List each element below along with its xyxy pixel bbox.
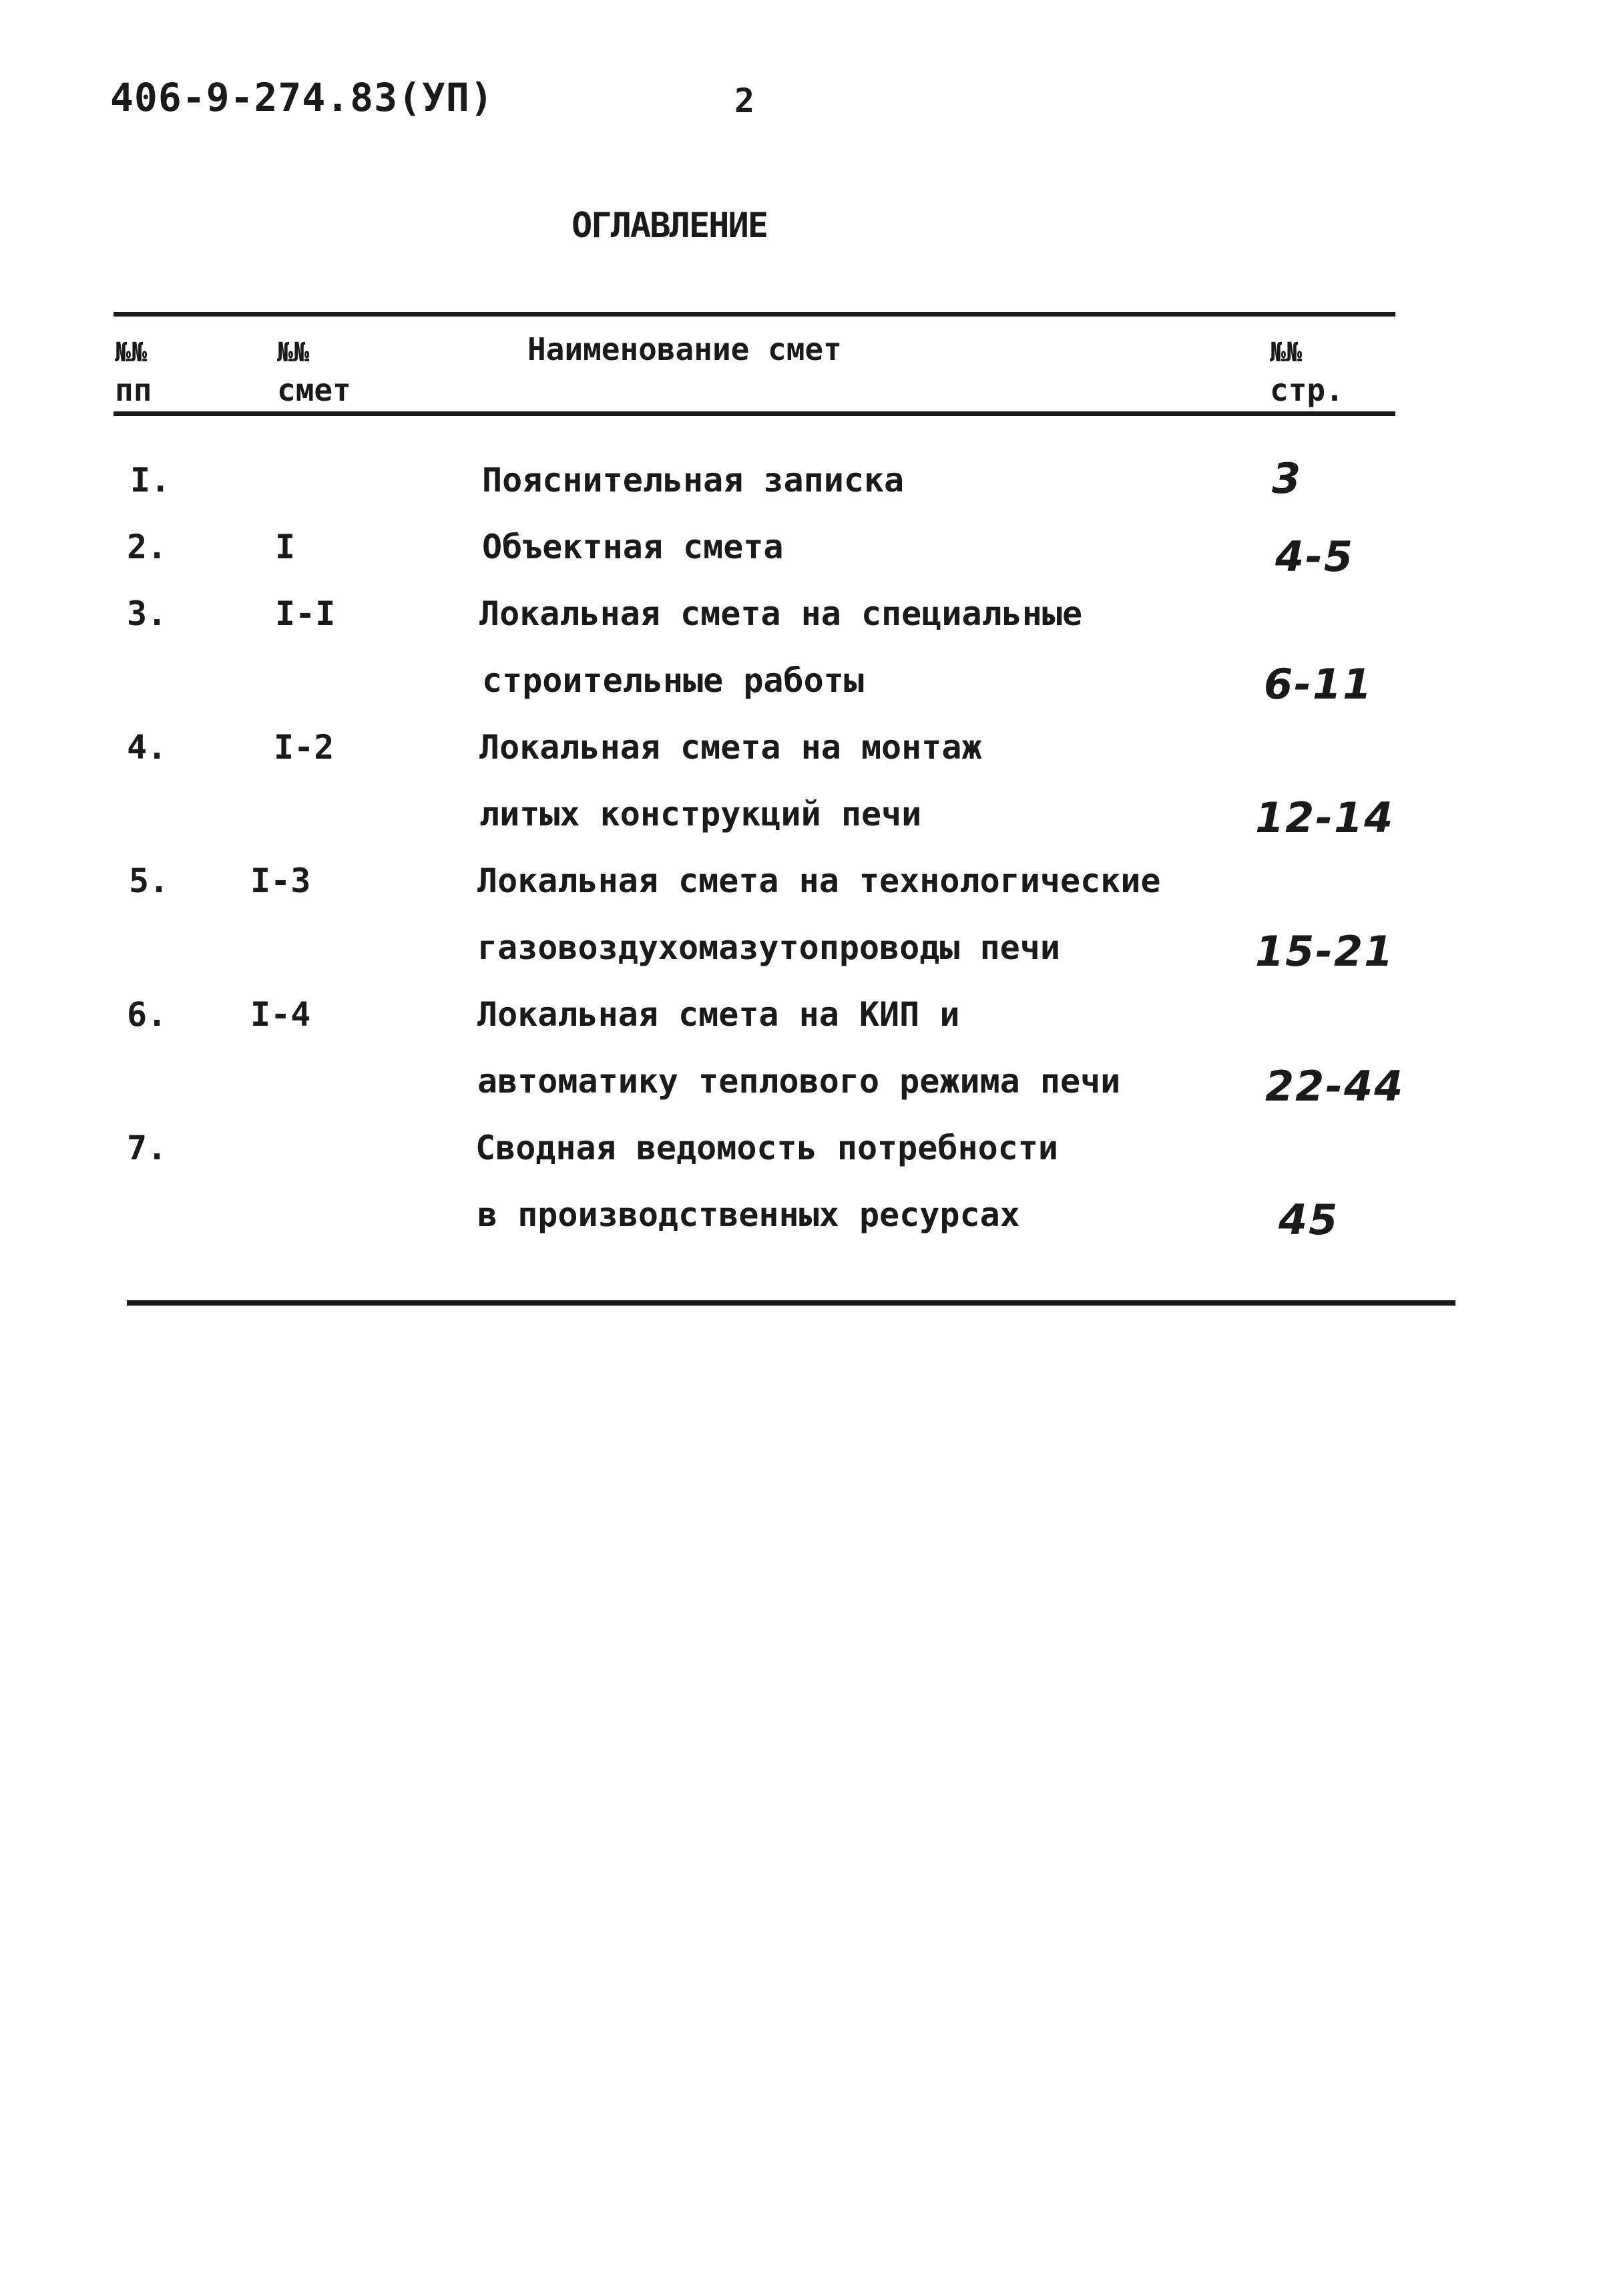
row-6-pp: 6. xyxy=(127,995,168,1034)
column-header-smet-no: №№ xyxy=(277,337,310,368)
row-1-name-line-1: Пояснительная записка xyxy=(482,461,905,500)
row-2-smet: I xyxy=(275,528,296,566)
row-3-name-line-2: строительные работы xyxy=(482,661,864,700)
row-7-name-line-1: Сводная ведомость потребности xyxy=(475,1129,1058,1167)
row-1-pages: 3 xyxy=(1272,454,1303,503)
row-4-smet: I-2 xyxy=(274,728,334,767)
row-5-smet: I-3 xyxy=(250,862,311,900)
column-header-pp-no: №№ xyxy=(115,337,148,368)
column-header-pp-label: пп xyxy=(115,372,152,408)
table-top-rule xyxy=(113,312,1395,317)
column-header-page-no: №№ xyxy=(1270,337,1303,368)
row-2-pp: 2. xyxy=(127,528,168,566)
row-7-pages: 45 xyxy=(1279,1195,1339,1244)
column-header-name: Наименование смет xyxy=(527,331,842,367)
row-5-name-line-1: Локальная смета на технологические xyxy=(477,862,1161,900)
row-5-pp: 5. xyxy=(129,862,170,900)
row-6-pages: 22-44 xyxy=(1265,1062,1405,1111)
row-3-smet: I-I xyxy=(275,594,336,633)
row-7-pp: 7. xyxy=(127,1129,168,1167)
row-4-pp: 4. xyxy=(127,728,168,767)
row-4-name-line-1: Локальная смета на монтаж xyxy=(479,728,982,767)
row-5-pages: 15-21 xyxy=(1255,927,1395,976)
row-2-name-line-1: Объектная смета xyxy=(482,528,784,566)
page-number: 2 xyxy=(734,81,755,120)
row-7-name-line-2: в производственных ресурсах xyxy=(477,1195,1020,1234)
table-bottom-rule xyxy=(127,1300,1455,1306)
column-header-page xyxy=(1270,334,1344,409)
document-code: 406-9-274.83(УП) xyxy=(110,75,494,120)
row-6-name-line-2: автоматику теплового режима печи xyxy=(477,1062,1121,1101)
row-3-name-line-1: Локальная смета на специальные xyxy=(479,594,1083,633)
column-header-smet-label: смет xyxy=(277,372,351,408)
row-3-pages: 6-11 xyxy=(1264,660,1373,709)
page-title: ОГЛАВЛЕНИЕ xyxy=(571,206,768,246)
row-6-smet: I-4 xyxy=(250,995,311,1034)
row-2-pages: 4-5 xyxy=(1275,532,1355,581)
column-header-pp xyxy=(115,334,152,409)
row-6-name-line-1: Локальная смета на КИП и xyxy=(477,995,960,1034)
row-4-pages: 12-14 xyxy=(1255,793,1395,842)
row-4-name-line-2: литых конструкций печи xyxy=(479,795,922,833)
row-3-pp: 3. xyxy=(127,594,168,633)
row-1-pp: I. xyxy=(130,461,171,500)
table-header-rule xyxy=(113,411,1395,416)
column-header-page-label: стр. xyxy=(1270,372,1344,408)
row-5-name-line-2: газовоздухомазутопроводы печи xyxy=(477,928,1060,967)
column-header-smet xyxy=(277,334,351,409)
